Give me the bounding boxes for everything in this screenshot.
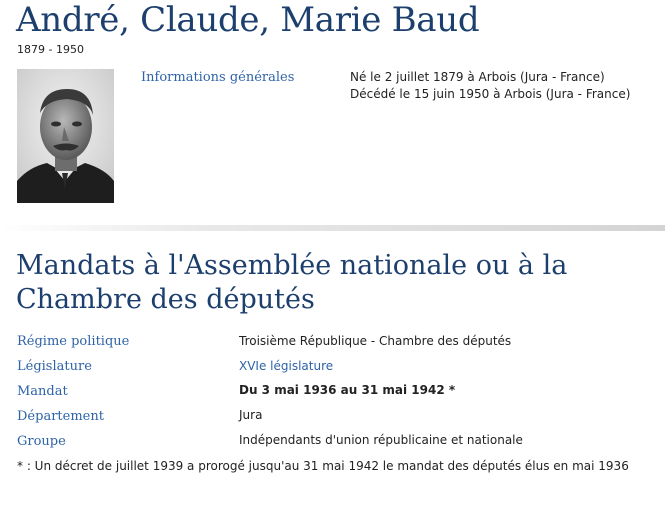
label-department: Département <box>17 409 104 424</box>
section-divider <box>0 225 665 231</box>
label-group: Groupe <box>17 434 66 449</box>
mandate-footnote: * : Un décret de juillet 1939 a prorogé jusqu'au 31 mai 1942 le mandat des députés élus en mai 1936 <box>17 459 629 473</box>
value-department: Jura <box>239 408 263 422</box>
mandates-section-title: Mandats à l'Assemblée nationale ou à la Chambre des députés <box>16 250 568 315</box>
portrait-photo <box>17 69 114 203</box>
life-years: 1879 - 1950 <box>17 43 84 56</box>
death-info: Décédé le 15 juin 1950 à Arbois (Jura - France) <box>350 87 631 101</box>
general-info-label: Informations générales <box>141 70 295 85</box>
value-mandate: Du 3 mai 1936 au 31 mai 1942 * <box>239 383 456 397</box>
legislature-link[interactable]: XVIe législature <box>239 359 334 373</box>
label-legislature: Législature <box>17 359 92 374</box>
value-political-regime: Troisième République - Chambre des députés <box>239 334 512 348</box>
label-political-regime: Régime politique <box>17 334 130 349</box>
label-mandate: Mandat <box>17 384 68 399</box>
deputy-name: André, Claude, Marie Baud <box>16 0 480 40</box>
birth-info: Né le 2 juillet 1879 à Arbois (Jura - France) <box>350 70 605 84</box>
value-group: Indépendants d'union républicaine et nationale <box>239 433 523 447</box>
